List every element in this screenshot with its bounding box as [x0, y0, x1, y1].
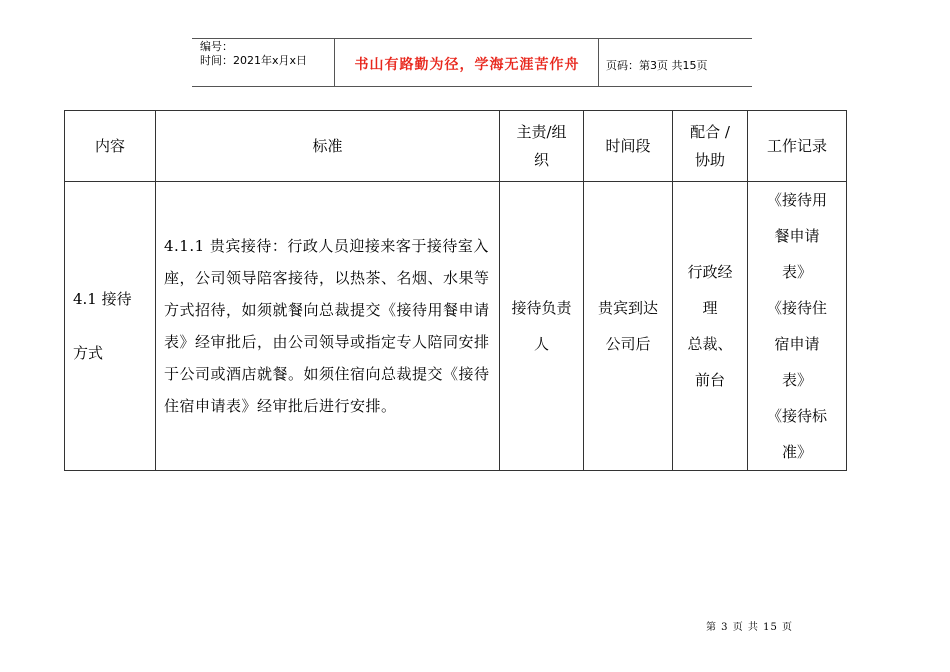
header-divider: [598, 38, 599, 86]
record-line: 表》: [781, 371, 812, 389]
reception-table: [64, 110, 847, 471]
record-line: 《接待标: [766, 407, 827, 425]
record-line: 餐申请: [774, 227, 820, 245]
owner-line: 接待负责: [511, 299, 572, 317]
record-line: 表》: [781, 263, 812, 281]
record-line: 《接待住: [766, 299, 827, 317]
header-content: 内容: [65, 111, 156, 182]
cooperate-line: 行政经: [687, 263, 733, 281]
row-owner: [500, 182, 584, 471]
header-owner-line: 主责/组: [516, 123, 567, 141]
row-standard: 4.1.1 贵宾接待：行政人员迎接来客于接待室入座，公司领导陪客接待，以热茶、名烟、水果等方式招待，如须就餐向总裁提交《接待用餐申请表》经审批后，由公司领导或指定专人陪同安排于公司或酒店就餐。如须住宿向总裁提交《接待住宿申请表》经审批后进行安排。: [156, 182, 500, 471]
record-line: 《接待用: [766, 191, 827, 209]
content-line: 方式: [73, 344, 104, 362]
header-owner-line: 织: [533, 151, 549, 169]
record-line: 宿申请: [774, 335, 820, 353]
header-page-info: 页码：第3页 共15页: [606, 59, 708, 72]
table-header-row: [65, 111, 847, 182]
content-line: 4.1 接待: [73, 290, 132, 308]
header-cooperate: [673, 111, 748, 182]
row-cooperate: [673, 182, 748, 471]
header-divider: [334, 38, 335, 86]
header-bottom-rule: [192, 86, 752, 87]
time-label: 时间：2021年x月x日: [200, 54, 308, 67]
row-record: [748, 182, 847, 471]
row-period: [584, 182, 673, 471]
number-label: 编号：: [200, 40, 233, 53]
page-footer: 第 3 页 共 15 页: [706, 622, 793, 633]
header-owner: [500, 111, 584, 182]
row-content: [65, 182, 156, 471]
owner-line: 人: [533, 335, 549, 353]
header-top-rule: [192, 38, 752, 39]
cooperate-line: 总裁、: [687, 335, 733, 353]
cooperate-line: 理: [702, 299, 718, 317]
header-cooperate-line: 协助: [694, 151, 725, 169]
header-cooperate-line: 配合 /: [690, 123, 730, 141]
header-period: 时间段: [584, 111, 673, 182]
header-motto: 书山有路勤为径，学海无涯苦作舟: [354, 57, 580, 73]
record-line: 准》: [781, 443, 812, 461]
table-row: [65, 182, 847, 471]
cooperate-line: 前台: [694, 371, 725, 389]
period-line: 公司后: [605, 335, 651, 353]
period-line: 贵宾到达: [597, 299, 658, 317]
page-header: [192, 38, 752, 86]
header-meta: [200, 40, 332, 68]
header-standard: 标准: [156, 111, 500, 182]
header-record: 工作记录: [748, 111, 847, 182]
